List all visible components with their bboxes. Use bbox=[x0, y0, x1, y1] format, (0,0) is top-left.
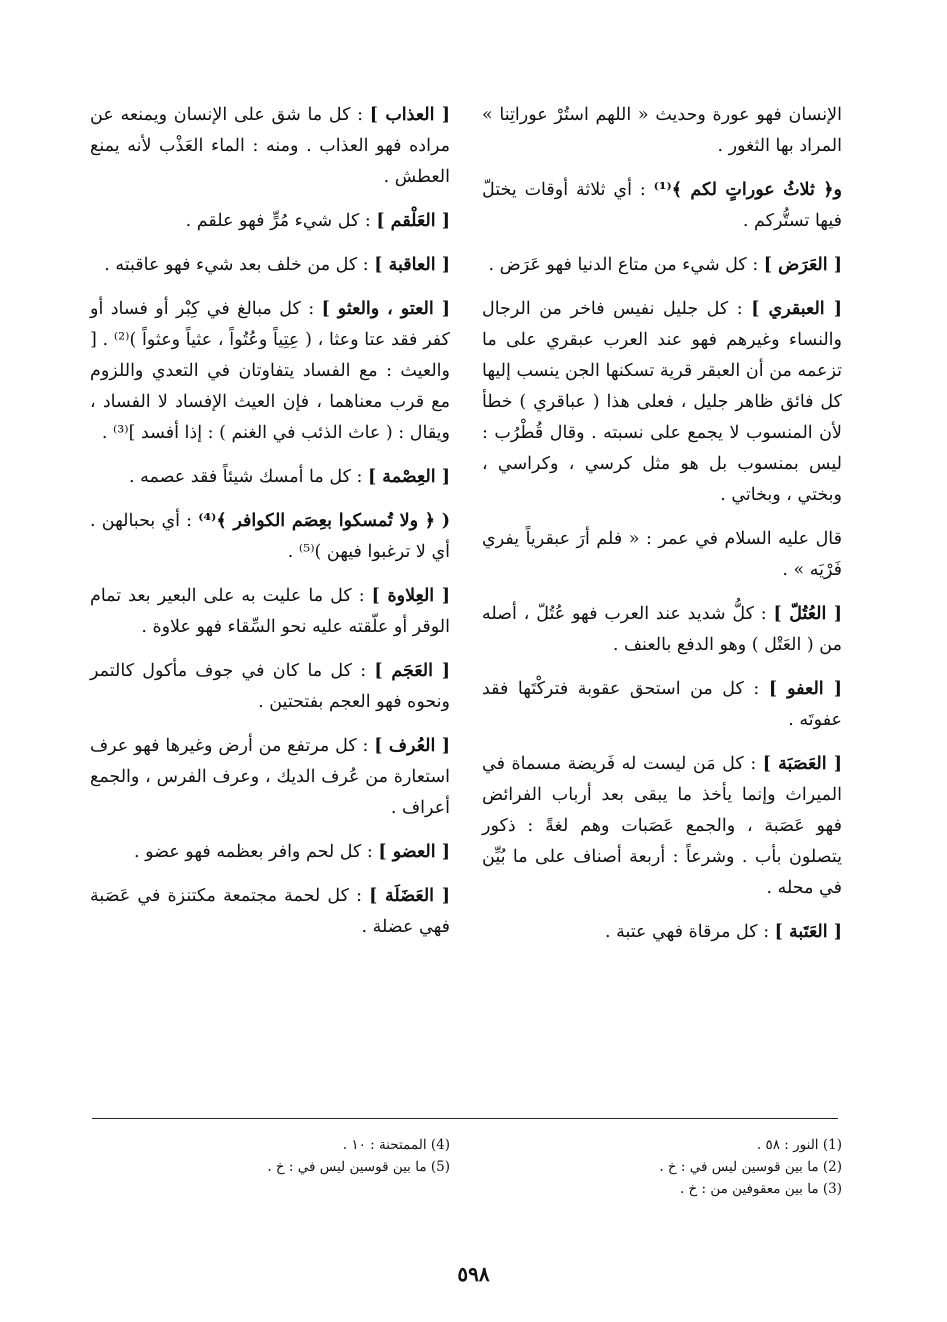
footnote: (5) ما بين قوسين ليس في : خ . bbox=[267, 1159, 450, 1175]
entry-term: [ العتو ، والعثو ] bbox=[321, 299, 451, 319]
entry-term: [ العُرف ] bbox=[374, 736, 451, 756]
entry-text: : كل مرقاة فهي عتبة . bbox=[604, 922, 775, 942]
entry-text: : كل جليل نفيس فاخر من الرجال والنساء وغيرهم فهو عند العرب عبقري على ما تزعمه من أن العبقر قرية تسكنها الجن ينسب إليها كل فائق ظاهر جليل ، فعلى هذا ( عباقري ) خطأ لأن المنسوب لا يجمع على نسبته . وقال قُطْرُب : ليس بمنسوب بل هو مثل كرسي ، وكراسي ، وبختي ، وبخاتي . bbox=[482, 299, 842, 505]
entry-term: [ العبقري ] bbox=[751, 299, 842, 319]
entry bbox=[90, 206, 450, 237]
entry bbox=[482, 917, 842, 948]
entry bbox=[482, 294, 842, 511]
entry-term: [ العَرَض ] bbox=[763, 255, 842, 275]
footnote: (4) الممتحنة : ١٠ . bbox=[342, 1137, 450, 1153]
entry bbox=[482, 674, 842, 736]
entry bbox=[90, 837, 450, 868]
entry-term: [ العَلْقم ] bbox=[376, 211, 450, 231]
entry bbox=[482, 175, 842, 237]
entry bbox=[90, 581, 450, 643]
entry bbox=[90, 462, 450, 493]
right-column bbox=[482, 100, 842, 961]
footnotes-left bbox=[90, 1134, 450, 1178]
entry bbox=[482, 599, 842, 661]
entry-text: : كل ما شق على الإنسان ويمنعه عن مراده فهو العذاب . ومنه : الماء العَذْب لأنه يمنع العطش . bbox=[90, 105, 450, 187]
entry-text: : كل مبالغ في كِبْر أو فساد أو كفر فقد عتا وعثا ، ( عِتِياً وعُتُواً ، عثياً وعثواً )⁽²⁾ . [ والعيث : مع الفساد يتفاوتان في التعدي واللزوم مع قرب معناهما ، فإن العيث الإفساد لا الفساد ، ويقال : ( عاث الذئب في الغنم ) : إذا أفسد ]⁽³⁾ . bbox=[90, 299, 450, 443]
footnote: (2) ما بين قوسين ليس في : خ . bbox=[659, 1159, 842, 1175]
entry-term: [ العضو ] bbox=[378, 842, 450, 862]
left-column bbox=[90, 100, 450, 956]
entry bbox=[90, 506, 450, 568]
footnotes-right bbox=[482, 1134, 842, 1200]
entry-text: : كل شيء مُرٍّ فهو علقم . bbox=[185, 211, 377, 231]
footnote: (3) ما بين معقوفين من : خ . bbox=[679, 1181, 842, 1197]
entry-text: : كل مَن ليست له فَريضة مسماة في الميراث وإنما يأخذ ما يبقى بعد أرباب الفرائض فهو عَصَبة ، والجمع عَصَبات وهم لغةً : ذكور يتصلون بأب . وشرعاً : أربعة أصناف على ما بُيِّن في محله . bbox=[482, 754, 842, 898]
entry-text: : أي ثلاثة أوقات يختلّ فيها تستُّركم . bbox=[482, 180, 842, 231]
entry-text: : كلُّ شديد عند العرب فهو عُتُلّ ، أصله من ( العَتْل ) وهو الدفع بالعنف . bbox=[482, 604, 842, 655]
entry-term: ( ﴿ ولا تُمسكوا بعِصَم الكوافر ﴾⁽⁴⁾ bbox=[198, 511, 450, 531]
entry-term: [ العفو ] bbox=[768, 679, 842, 699]
entry bbox=[90, 294, 450, 449]
entry bbox=[90, 250, 450, 281]
entry-term: [ العَضَلَة ] bbox=[369, 886, 450, 906]
entry-text: الإنسان فهو عورة وحديث « اللهم استُرْ عوراتِنا » المراد بها الثغور . bbox=[482, 105, 842, 156]
entry-text: : كل لحم وافر بعظمه فهو عضو . bbox=[133, 842, 379, 862]
entry-text: قال عليه السلام في عمر : « فلم أرَ عبقرياً يفري فَرْيَه » . bbox=[482, 529, 842, 580]
entry-text: : كل من خلف بعد شيء فهو عاقبته . bbox=[104, 255, 375, 275]
entry-text: : أي بحبالهن . أي لا ترغبوا فيهن )⁽⁵⁾ . bbox=[90, 511, 450, 562]
entry-text: : كل مرتفع من أرض وغيرها فهو عرف استعارة من عُرف الديك ، وعرف الفرس ، والجمع أعراف . bbox=[90, 736, 450, 818]
entry-term: [ العِلاوة ] bbox=[371, 586, 450, 606]
entry bbox=[482, 749, 842, 904]
footnote-divider bbox=[92, 1118, 838, 1119]
entry bbox=[90, 881, 450, 943]
entry-term: [ العَصَبَة ] bbox=[762, 754, 842, 774]
entry-term: [ العَجَم ] bbox=[374, 661, 451, 681]
entry bbox=[482, 250, 842, 281]
entry-term: [ العِصْمة ] bbox=[367, 467, 450, 487]
entry-text: : كل شيء من متاع الدنيا فهو عَرَض . bbox=[488, 255, 764, 275]
entry bbox=[90, 656, 450, 718]
entry bbox=[482, 524, 842, 586]
entry-term: و﴿ ثلاثُ عوراتٍ لكم ﴾⁽¹⁾ bbox=[653, 180, 842, 200]
entry bbox=[90, 100, 450, 193]
entry-term: [ العُتُلّ ] bbox=[773, 604, 842, 624]
footnote: (1) النور : ٥٨ . bbox=[756, 1137, 842, 1153]
entry bbox=[90, 731, 450, 824]
entry-term: [ العذاب ] bbox=[369, 105, 451, 125]
page-number: ٥٩٨ bbox=[457, 1262, 490, 1286]
entry-text: : كل ما عليت به على البعير بعد تمام الوقر أو علّقته عليه نحو السِّقاء فهو علاوة . bbox=[90, 586, 450, 637]
entry-text: : كل من استحق عقوبة فتركْتَها فقد عفوتَه . bbox=[482, 679, 842, 730]
entry-term: [ العَتَبة ] bbox=[774, 922, 842, 942]
entry-text: : كل ما كان في جوف مأكول كالتمر ونحوه فهو العجم بفتحتين . bbox=[90, 661, 450, 712]
entry-text: : كل ما أمسك شيئاً فقد عصمه . bbox=[129, 467, 368, 487]
entry-term: [ العاقبة ] bbox=[374, 255, 450, 275]
entry-text: : كل لحمة مجتمعة مكتنزة في عَصَبة فهي عضلة . bbox=[90, 886, 450, 937]
entry bbox=[482, 100, 842, 162]
